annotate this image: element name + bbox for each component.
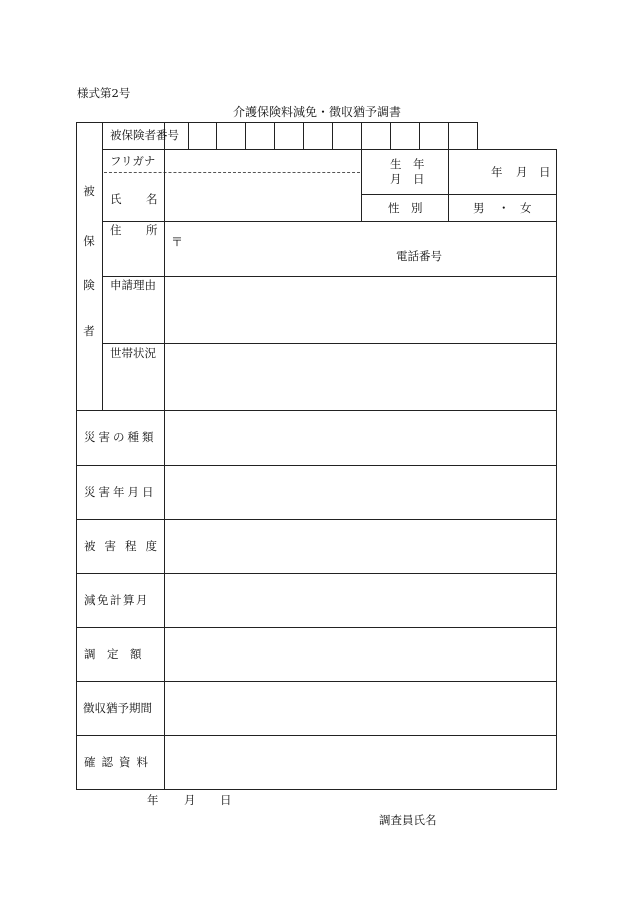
number-box-divider	[477, 122, 478, 150]
insured-label-char: 保	[83, 234, 95, 248]
household-label: 世帯状況	[110, 346, 156, 360]
form-number: 様式第2号	[77, 86, 131, 100]
sex-selection-field[interactable]	[449, 195, 555, 220]
assessed-amount-field[interactable]	[165, 628, 555, 680]
sex-label: 性 別	[388, 201, 423, 215]
sex-male-option[interactable]: 男	[473, 201, 485, 215]
sex-female-option[interactable]: 女	[520, 201, 532, 215]
reason-label: 申請理由	[110, 278, 156, 292]
assessed-amount-label: 調 定 額	[84, 647, 142, 661]
name-field[interactable]	[165, 173, 360, 220]
number-row-bottom-border-left	[102, 149, 164, 150]
disaster-date-field[interactable]	[165, 466, 555, 518]
deferral-period-label: 徴収猶予期間	[83, 701, 152, 715]
reduction-month-field[interactable]	[165, 574, 555, 626]
household-field[interactable]	[165, 344, 555, 409]
birth-label-line2: 月 日	[390, 172, 425, 186]
reason-field[interactable]	[165, 277, 555, 342]
birth-label-line1: 生 年	[390, 157, 425, 171]
disaster-date-label: 災害年月日	[84, 485, 157, 499]
birth-year-label: 年	[491, 165, 503, 179]
insured-number-label: 被保険者番号	[110, 128, 179, 142]
verification-documents-field[interactable]	[165, 736, 555, 788]
birth-date-field[interactable]	[449, 150, 555, 193]
table-bottom-border	[76, 789, 557, 790]
postal-mark-icon: 〒	[171, 235, 184, 249]
damage-degree-label: 被害程度	[84, 539, 166, 553]
insured-label-column-border	[102, 122, 103, 410]
furigana-label: フリガナ	[110, 154, 156, 168]
insured-label-char: 者	[83, 324, 95, 338]
birth-day-label: 日	[539, 165, 551, 179]
insured-label-char: 険	[83, 278, 95, 292]
furigana-field[interactable]	[165, 150, 360, 171]
form-title: 介護保険料減免・徴収猶予調書	[233, 105, 402, 119]
address-label-first: 住	[110, 223, 122, 237]
disaster-type-label: 災害の種類	[84, 430, 157, 444]
deferral-period-field[interactable]	[165, 682, 555, 734]
investigator-name-label: 調査員氏名	[379, 813, 437, 827]
phone-number-label: 電話番号	[396, 249, 442, 263]
birth-month-label: 月	[516, 165, 528, 179]
insured-number-field[interactable]	[189, 123, 477, 149]
footer-date-day: 日	[220, 793, 232, 807]
table-left-border	[76, 122, 77, 790]
footer-date-year: 年	[147, 793, 159, 807]
address-field[interactable]	[165, 222, 555, 275]
disaster-type-field[interactable]	[165, 411, 555, 464]
insured-label-char: 被	[83, 184, 95, 198]
reduction-month-label: 減免計算月	[84, 593, 149, 607]
sex-separator-dot: ・	[498, 201, 510, 215]
name-label-first: 氏	[110, 192, 122, 206]
footer-date-month: 月	[184, 793, 196, 807]
damage-degree-field[interactable]	[165, 520, 555, 572]
table-right-border	[556, 149, 557, 790]
verification-documents-label: 確認資料	[84, 755, 154, 769]
name-label-second: 名	[146, 192, 158, 206]
birth-label-left-border	[361, 149, 362, 221]
address-label-second: 所	[146, 223, 158, 237]
